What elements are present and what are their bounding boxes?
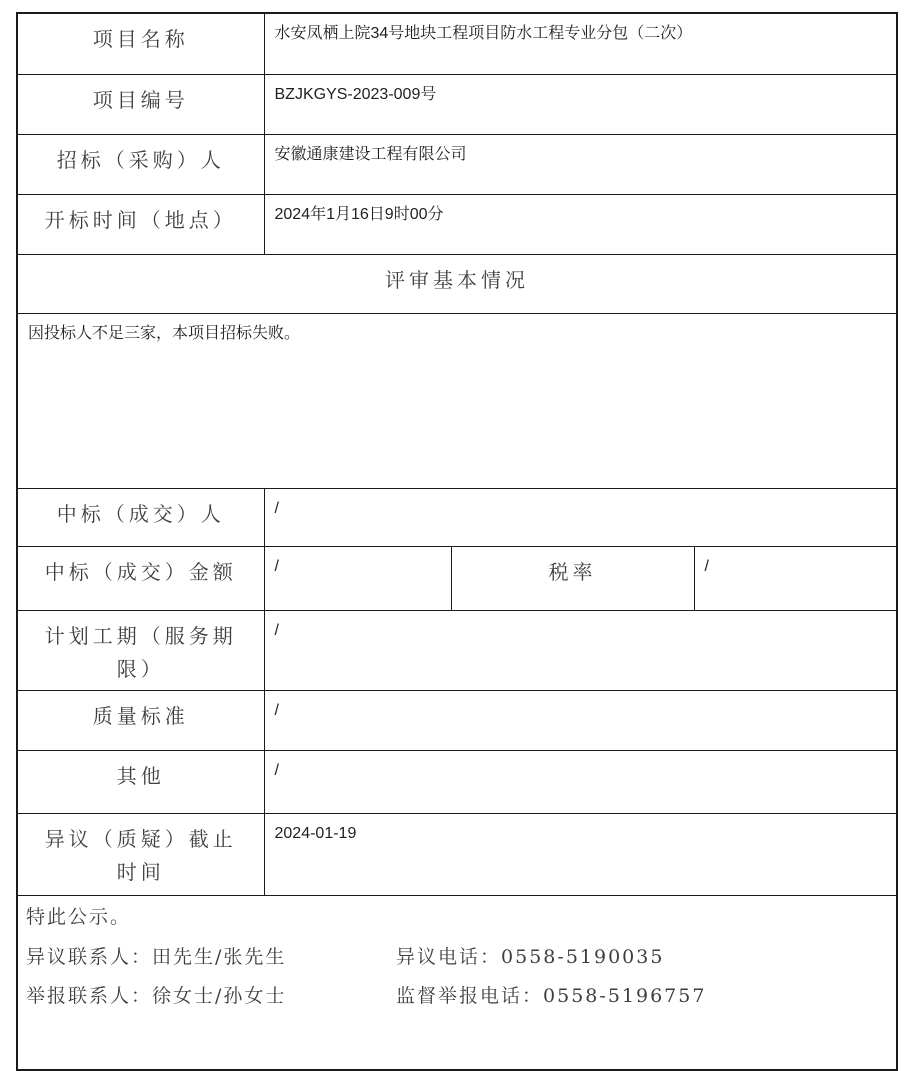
table-row	[17, 13, 897, 75]
project-name-label: 项目名称	[17, 13, 264, 75]
notice-text: 特此公示。	[26, 906, 132, 928]
table-row	[17, 691, 897, 751]
quality-standard-value: /	[264, 691, 897, 751]
project-number-label: 项目编号	[17, 75, 264, 135]
tax-rate-label: 税率	[451, 547, 694, 611]
purchaser-label: 招标（采购）人	[17, 135, 264, 195]
table-row	[17, 255, 897, 314]
review-result-text: 因投标人不足三家，本项目招标失败。	[17, 314, 897, 489]
table-row	[17, 135, 897, 195]
table-row	[17, 611, 897, 691]
amount-value: /	[264, 547, 451, 611]
table-row	[17, 547, 897, 611]
objection-deadline-label: 异议（质疑）截止时间	[17, 814, 264, 896]
table-row	[17, 314, 897, 489]
table-row	[17, 751, 897, 814]
bid-opening-value: 2024年1月16日9时00分	[264, 195, 897, 255]
notice-line	[26, 904, 886, 931]
table-row	[17, 195, 897, 255]
review-section-header: 评审基本情况	[17, 255, 897, 314]
bid-opening-label: 开标时间（地点）	[17, 195, 264, 255]
objection-deadline-value: 2024-01-19	[264, 814, 897, 896]
table-row	[17, 75, 897, 135]
bid-announcement-table	[16, 12, 898, 1071]
duration-label: 计划工期（服务期限）	[17, 611, 264, 691]
tax-rate-value: /	[694, 547, 897, 611]
duration-value: /	[264, 611, 897, 691]
objection-contact-text: 异议联系人：田先生/张先生	[26, 945, 287, 968]
amount-label: 中标（成交）金额	[17, 547, 264, 611]
objection-phone-text: 异议电话：0558-5190035	[396, 945, 665, 968]
report-phone-text: 监督举报电话：0558-5196757	[396, 985, 707, 1008]
winner-label: 中标（成交）人	[17, 489, 264, 547]
winner-value: /	[264, 489, 897, 547]
objection-contact-line	[26, 944, 886, 971]
project-name-value: 水安凤栖上院34号地块工程项目防水工程专业分包（二次）	[264, 13, 897, 75]
table-row	[17, 896, 897, 1071]
footer-cell	[17, 896, 897, 1071]
table-row	[17, 489, 897, 547]
other-label: 其他	[17, 751, 264, 814]
report-contact-text: 举报联系人：徐女士/孙女士	[26, 985, 287, 1008]
report-contact-line	[26, 983, 886, 1010]
quality-standard-label: 质量标准	[17, 691, 264, 751]
purchaser-value: 安徽通康建设工程有限公司	[264, 135, 897, 195]
table-row	[17, 814, 897, 896]
other-value: /	[264, 751, 897, 814]
project-number-value: BZJKGYS-2023-009号	[264, 75, 897, 135]
